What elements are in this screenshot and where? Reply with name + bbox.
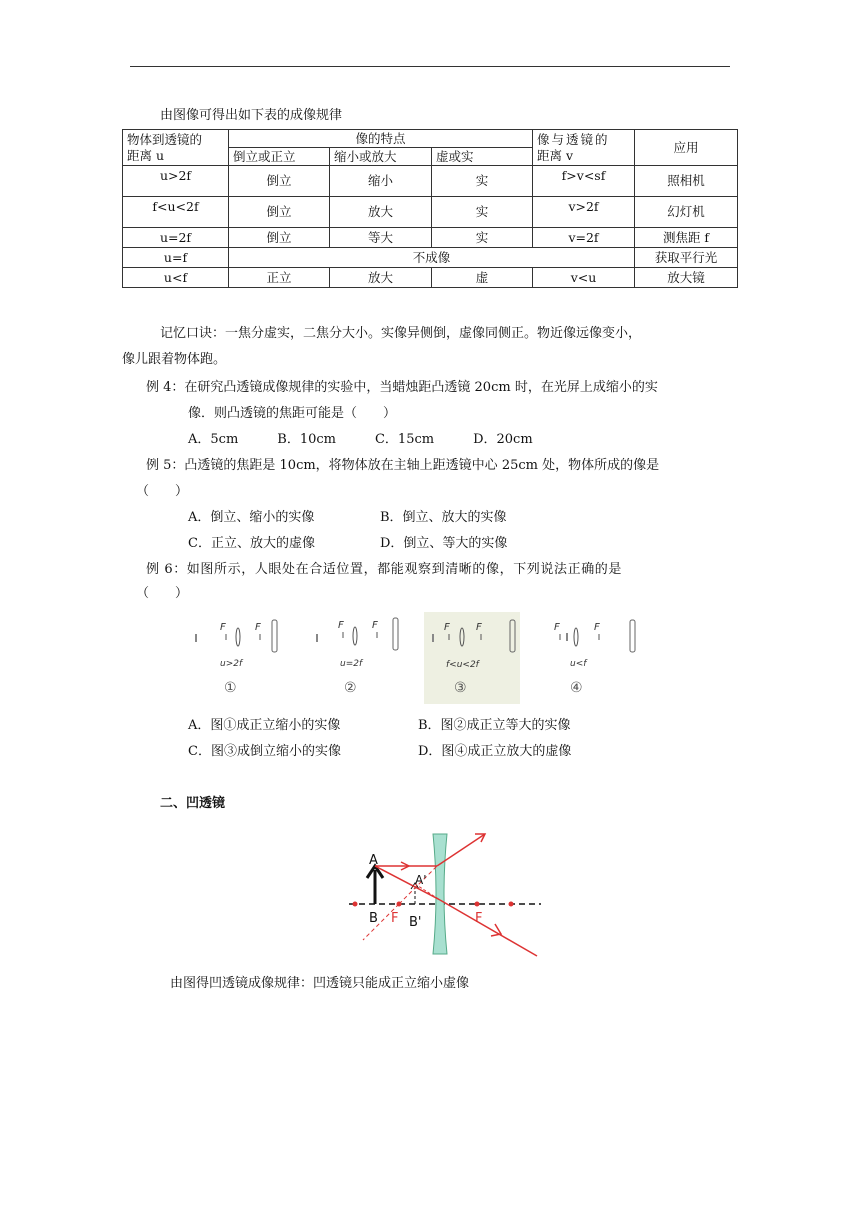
svg-text:F: F bbox=[338, 620, 344, 631]
header-object-distance: 物体到透镜的 距离 u bbox=[123, 130, 229, 166]
cell-orientation: 倒立 bbox=[229, 228, 330, 248]
cell-u: f<u<2f bbox=[123, 197, 229, 228]
svg-text:F: F bbox=[255, 622, 261, 633]
cell-size: 等大 bbox=[330, 228, 432, 248]
example-4-options: A．5cm B．10cm C．15cm D．20cm bbox=[188, 432, 533, 447]
subheader-size: 缩小或放大 bbox=[330, 148, 432, 166]
label-f-left: F bbox=[391, 911, 399, 926]
svg-text:③: ③ bbox=[454, 680, 467, 696]
concave-lens-diagram bbox=[345, 828, 545, 960]
cell-u: u=f bbox=[123, 248, 229, 268]
example-6-question: 例 6：如图所示，人眼处在合适位置，都能观察到清晰的像，下列说法正确的是 bbox=[146, 562, 623, 577]
cell-application: 测焦距 f bbox=[635, 228, 738, 248]
cell-v: v=2f bbox=[533, 228, 635, 248]
convex-lens-figures bbox=[190, 612, 660, 704]
cell-application: 幻灯机 bbox=[635, 197, 738, 228]
example-5-option-c: C．正立、放大的虚像 bbox=[188, 536, 315, 551]
svg-text:f<u<2f: f<u<2f bbox=[446, 660, 479, 670]
label-a: A bbox=[369, 853, 378, 868]
svg-text:u>2f: u>2f bbox=[220, 659, 243, 669]
subheader-real-virtual: 虚或实 bbox=[432, 148, 533, 166]
cell-u: u<f bbox=[123, 268, 229, 288]
cell-orientation: 正立 bbox=[229, 268, 330, 288]
example-5-option-a: A．倒立、缩小的实像 bbox=[188, 510, 315, 525]
example-6-option-b: B．图②成正立等大的实像 bbox=[418, 718, 571, 733]
cell-orientation: 倒立 bbox=[229, 197, 330, 228]
cell-v: f>v<sf bbox=[533, 166, 635, 197]
subheader-orientation: 倒立或正立 bbox=[229, 148, 330, 166]
svg-text:②: ② bbox=[344, 680, 357, 696]
example-5-question-cont: （ ） bbox=[136, 484, 189, 499]
section-heading-concave: 二、凹透镜 bbox=[160, 796, 226, 811]
cell-v: v<u bbox=[533, 268, 635, 288]
svg-text:F: F bbox=[444, 622, 450, 633]
svg-text:F: F bbox=[594, 622, 600, 633]
svg-text:F: F bbox=[220, 622, 226, 633]
label-a-prime: A' bbox=[415, 873, 427, 887]
example-5-question: 例 5：凸透镜的焦距是 10cm，将物体放在主轴上距透镜中心 25cm 处，物体所成的像是 bbox=[146, 458, 660, 473]
example-6-option-c: C．图③成倒立缩小的实像 bbox=[188, 744, 341, 759]
cell-v: v>2f bbox=[533, 197, 635, 228]
example-6-option-a: A．图①成正立缩小的实像 bbox=[188, 718, 341, 733]
header-image-features: 像的特点 bbox=[229, 130, 533, 148]
svg-text:F: F bbox=[372, 620, 378, 631]
svg-text:F: F bbox=[554, 622, 560, 633]
cell-real-virtual: 虚 bbox=[432, 268, 533, 288]
cell-application: 照相机 bbox=[635, 166, 738, 197]
header-image-distance: 像与透镜的 距离 v bbox=[533, 130, 635, 166]
mnemonic-line-2: 像儿跟着物体跑。 bbox=[122, 352, 227, 367]
cell-u: u>2f bbox=[123, 166, 229, 197]
svg-text:u<f: u<f bbox=[570, 659, 587, 669]
table-row bbox=[123, 197, 738, 228]
figure-3 bbox=[424, 612, 520, 704]
figure-4 bbox=[554, 620, 635, 696]
intro-text: 由图像可得出如下表的成像规律 bbox=[160, 108, 343, 123]
example-4-question: 例 4：在研究凸透镜成像规律的实验中，当蜡烛距凸透镜 20cm 时，在光屏上成缩小的实 bbox=[146, 380, 658, 395]
label-b-prime: B' bbox=[409, 915, 422, 930]
cell-size: 放大 bbox=[330, 268, 432, 288]
example-4-question-cont: 像．则凸透镜的焦距可能是（ ） bbox=[188, 406, 397, 421]
svg-text:u=2f: u=2f bbox=[340, 659, 363, 669]
cell-size: 缩小 bbox=[330, 166, 432, 197]
label-f-right: F bbox=[475, 911, 483, 926]
table-row bbox=[123, 268, 738, 288]
example-6-question-cont: （ ） bbox=[136, 586, 189, 601]
header-application: 应用 bbox=[635, 130, 738, 166]
table-row bbox=[123, 228, 738, 248]
svg-text:F: F bbox=[476, 622, 482, 633]
header-rule bbox=[130, 66, 730, 67]
cell-real-virtual: 实 bbox=[432, 197, 533, 228]
cell-application: 放大镜 bbox=[635, 268, 738, 288]
svg-text:④: ④ bbox=[570, 680, 583, 696]
cell-real-virtual: 实 bbox=[432, 228, 533, 248]
cell-no-image: 不成像 bbox=[229, 248, 635, 268]
example-5-option-d: D．倒立、等大的实像 bbox=[380, 536, 508, 551]
cell-application: 获取平行光 bbox=[635, 248, 738, 268]
label-b: B bbox=[369, 911, 378, 926]
imaging-rule-table bbox=[122, 129, 738, 288]
table-row bbox=[123, 166, 738, 197]
cell-orientation: 倒立 bbox=[229, 166, 330, 197]
mnemonic-line-1: 记忆口诀：一焦分虚实，二焦分大小。实像异侧倒，虚像同侧正。物近像远像变小， bbox=[160, 326, 642, 341]
figure-1 bbox=[196, 620, 277, 696]
svg-text:①: ① bbox=[224, 680, 237, 696]
cell-real-virtual: 实 bbox=[432, 166, 533, 197]
conclusion-text: 由图得凹透镜成像规律：凹透镜只能成正立缩小虚像 bbox=[170, 976, 470, 991]
cell-size: 放大 bbox=[330, 197, 432, 228]
example-5-option-b: B．倒立、放大的实像 bbox=[380, 510, 507, 525]
example-6-option-d: D．图④成正立放大的虚像 bbox=[418, 744, 572, 759]
cell-u: u=2f bbox=[123, 228, 229, 248]
table-row bbox=[123, 248, 738, 268]
figure-2 bbox=[317, 618, 398, 696]
